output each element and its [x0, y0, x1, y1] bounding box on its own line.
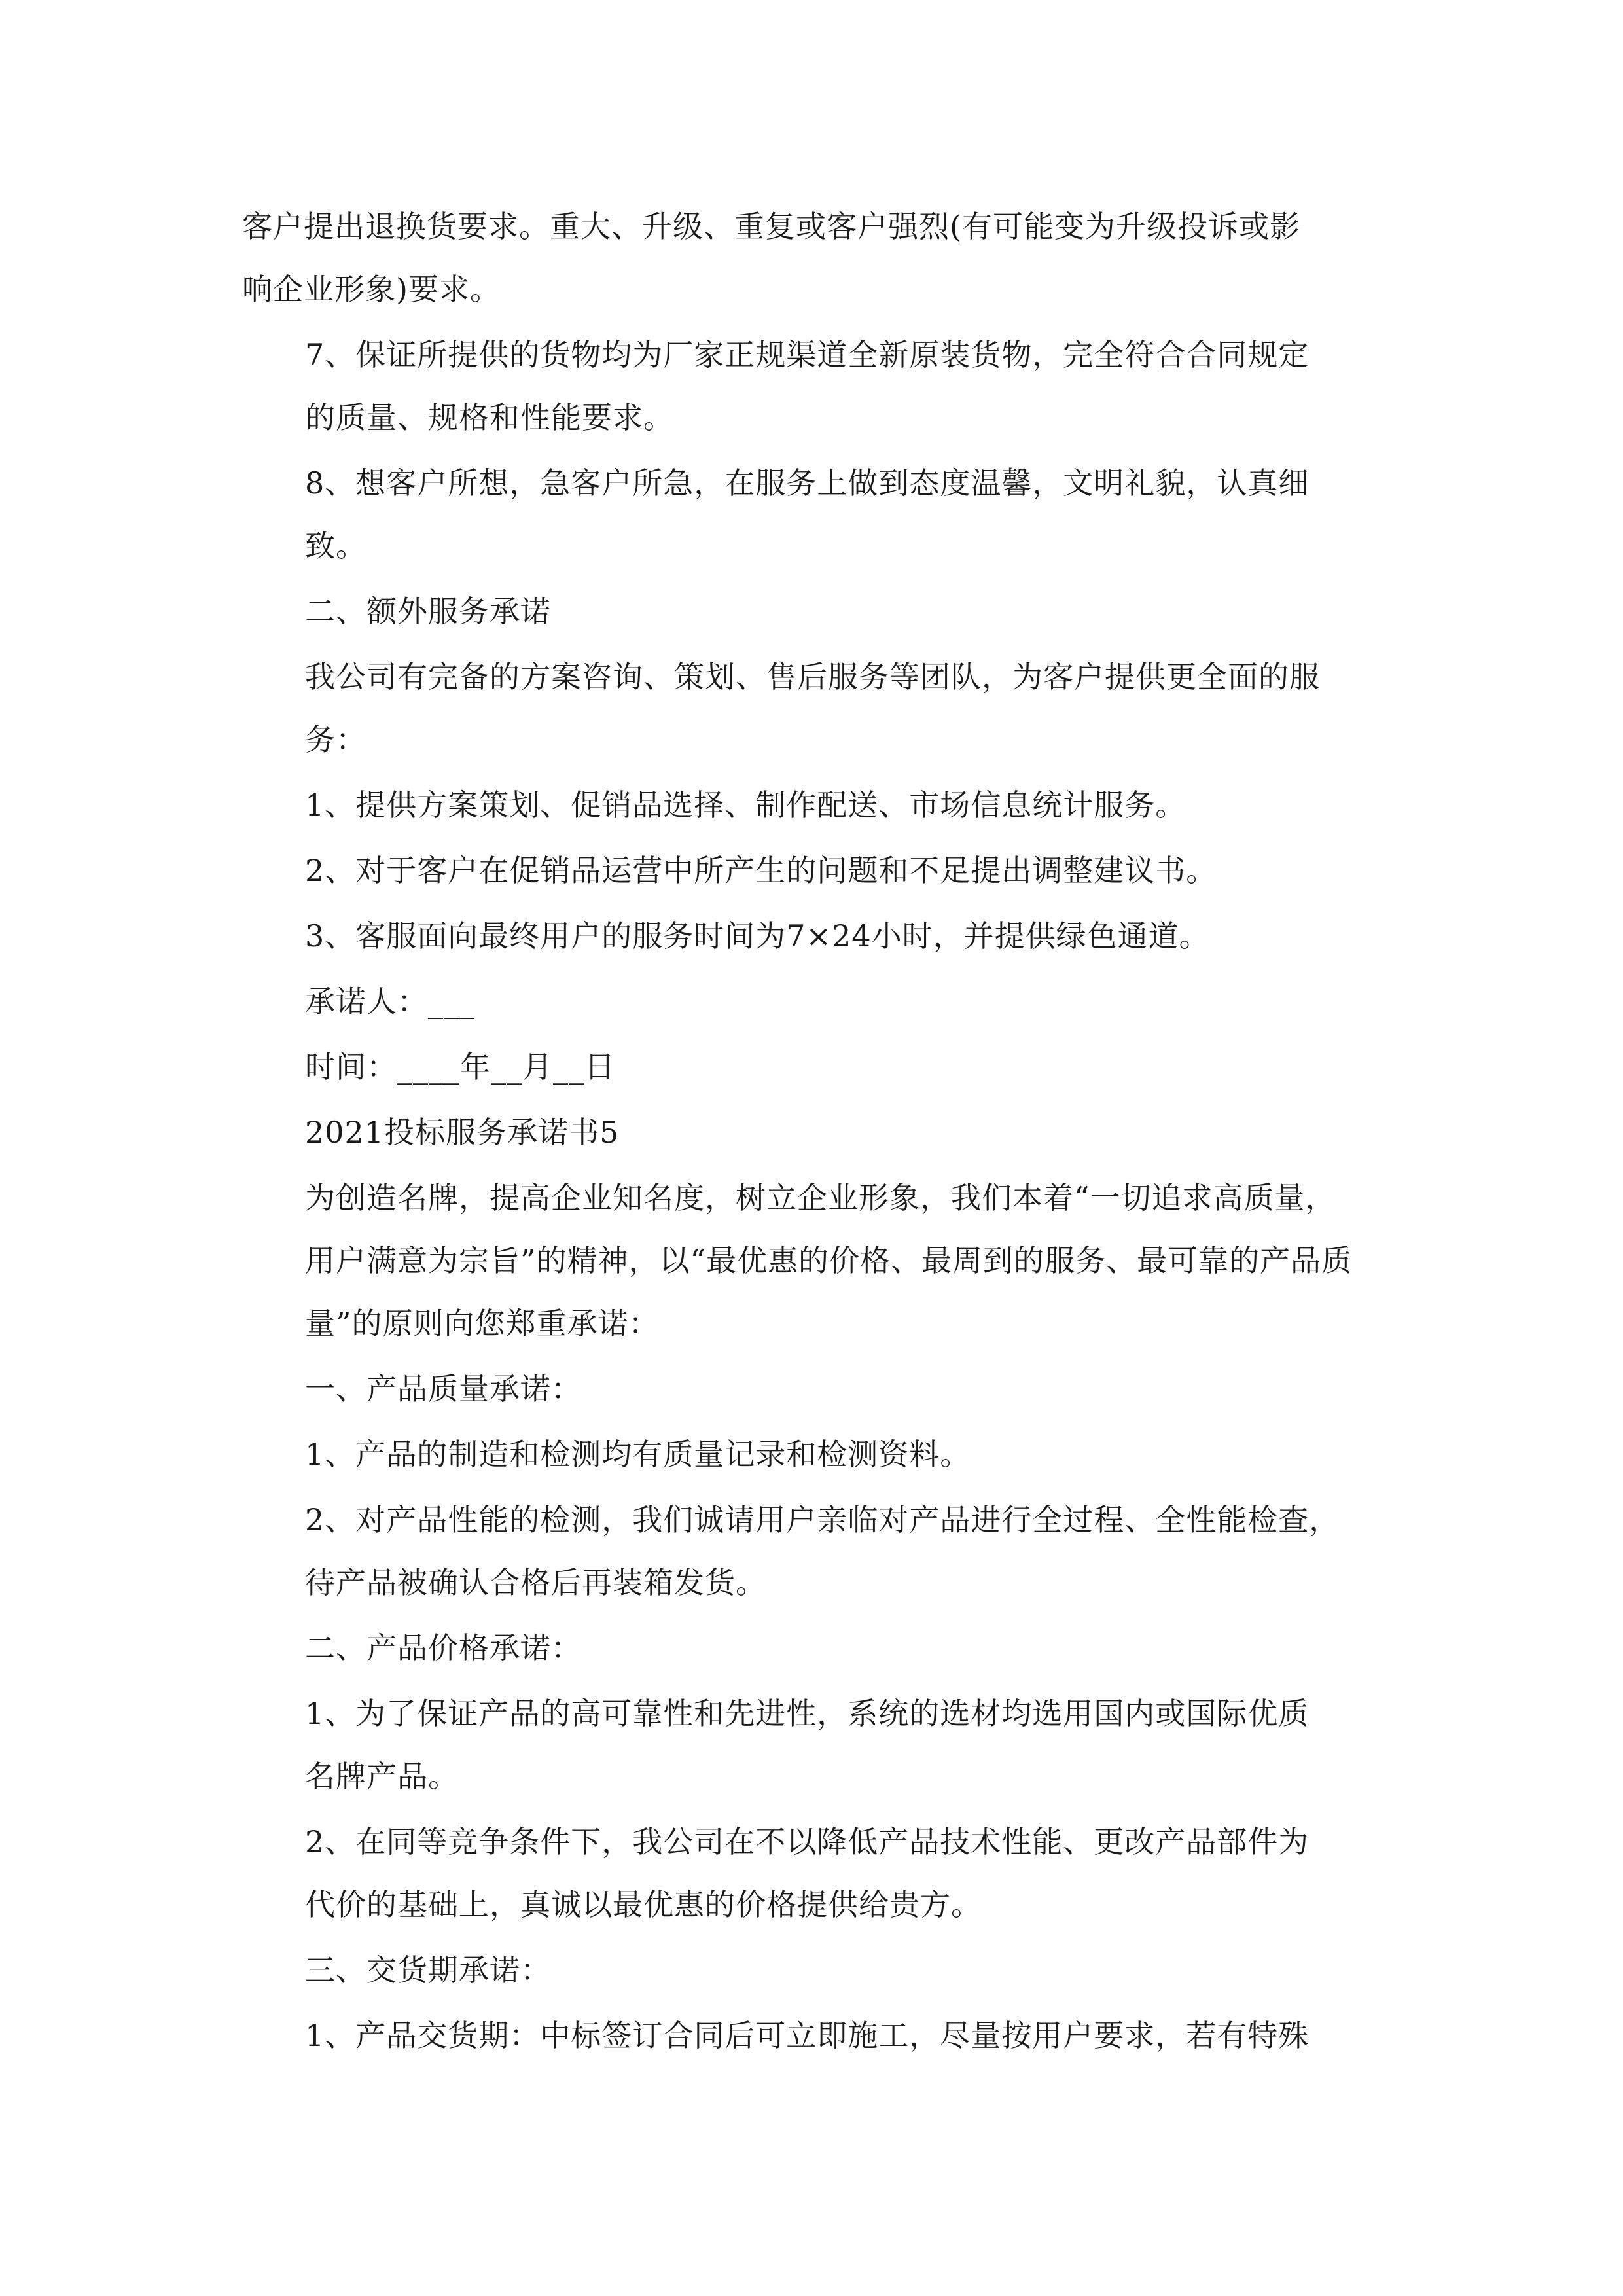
paragraph-line: 2、在同等竞争条件下，我公司在不以降低产品技术性能、更改产品部件为	[305, 1824, 1310, 1859]
paragraph-line: 我公司有完备的方案咨询、策划、售后服务等团队，为客户提供更全面的服	[305, 659, 1320, 694]
paragraph	[242, 452, 1386, 577]
paragraph-line: 时间：____年__月__日	[305, 1049, 615, 1085]
document-body	[242, 195, 1386, 2070]
paragraph-line: 一、产品质量承诺：	[305, 1371, 582, 1407]
paragraph-line: 2、对于客户在促销品运营中所产生的问题和不足提出调整建议书。	[305, 853, 1217, 888]
paragraph-line: 待产品被确认合格后再装箱发货。	[305, 1565, 766, 1600]
paragraph-line: 代价的基础上，真诚以最优惠的价格提供给贵方。	[305, 1887, 982, 1922]
paragraph	[242, 195, 1386, 321]
paragraph-line: 致。	[305, 528, 366, 564]
paragraph	[242, 1617, 1386, 1679]
paragraph	[242, 774, 1386, 836]
paragraph-line: 2、对产品性能的检测，我们诚请用户亲临对产品进行全过程、全性能检查，	[305, 1502, 1340, 1537]
paragraph-line: 三、交货期承诺：	[305, 1952, 551, 1988]
paragraph-line: 二、产品价格承诺：	[305, 1630, 582, 1666]
paragraph	[242, 1939, 1386, 2001]
paragraph	[242, 839, 1386, 902]
paragraph	[242, 645, 1386, 771]
paragraph	[242, 970, 1386, 1033]
paragraph	[242, 1166, 1386, 1355]
paragraph-line: 二、额外服务承诺	[305, 594, 551, 629]
paragraph-line: 的质量、规格和性能要求。	[305, 400, 674, 435]
paragraph	[242, 1488, 1386, 1614]
paragraph-line: 1、产品交货期：中标签订合同后可立即施工，尽量按用户要求，若有特殊	[305, 2018, 1310, 2053]
paragraph-line: 2021投标服务承诺书5	[305, 1115, 620, 1150]
paragraph-line: 承诺人：___	[305, 984, 475, 1019]
paragraph	[242, 580, 1386, 643]
paragraph-line: 务：	[305, 722, 366, 757]
paragraph	[242, 323, 1386, 449]
paragraph-line: 1、提供方案策划、促销品选择、制作配送、市场信息统计服务。	[305, 787, 1186, 823]
paragraph-line: 1、为了保证产品的高可靠性和先进性，系统的选材均选用国内或国际优质	[305, 1696, 1310, 1731]
paragraph-line: 8、想客户所想，急客户所急，在服务上做到态度温馨，文明礼貌，认真细	[305, 465, 1310, 501]
paragraph-line: 为创造名牌，提高企业知名度，树立企业形象，我们本着“一切追求高质量，	[305, 1180, 1336, 1215]
paragraph-line: 3、客服面向最终用户的服务时间为7×24小时，并提供绿色通道。	[305, 918, 1210, 954]
paragraph	[242, 1810, 1386, 1936]
paragraph-line: 名牌产品。	[305, 1759, 459, 1794]
paragraph-line: 量”的原则向您郑重承诺：	[305, 1306, 660, 1341]
paragraph	[242, 1101, 1386, 1164]
paragraph	[242, 2004, 1386, 2067]
paragraph	[242, 1423, 1386, 1486]
paragraph	[242, 1682, 1386, 1808]
paragraph	[242, 1035, 1386, 1098]
paragraph-line: 1、产品的制造和检测均有质量记录和检测资料。	[305, 1437, 971, 1472]
paragraph-line: 7、保证所提供的货物均为厂家正规渠道全新原装货物，完全符合合同规定	[305, 337, 1310, 372]
paragraph-line: 用户满意为宗旨”的精神，以“最优惠的价格、最周到的服务、最可靠的产品质	[305, 1243, 1353, 1278]
paragraph-line: 客户提出退换货要求。重大、升级、重复或客户强烈(有可能变为升级投诉或影	[242, 209, 1300, 244]
paragraph	[242, 1357, 1386, 1420]
paragraph-line: 响企业形象)要求。	[242, 272, 501, 307]
paragraph	[242, 905, 1386, 967]
